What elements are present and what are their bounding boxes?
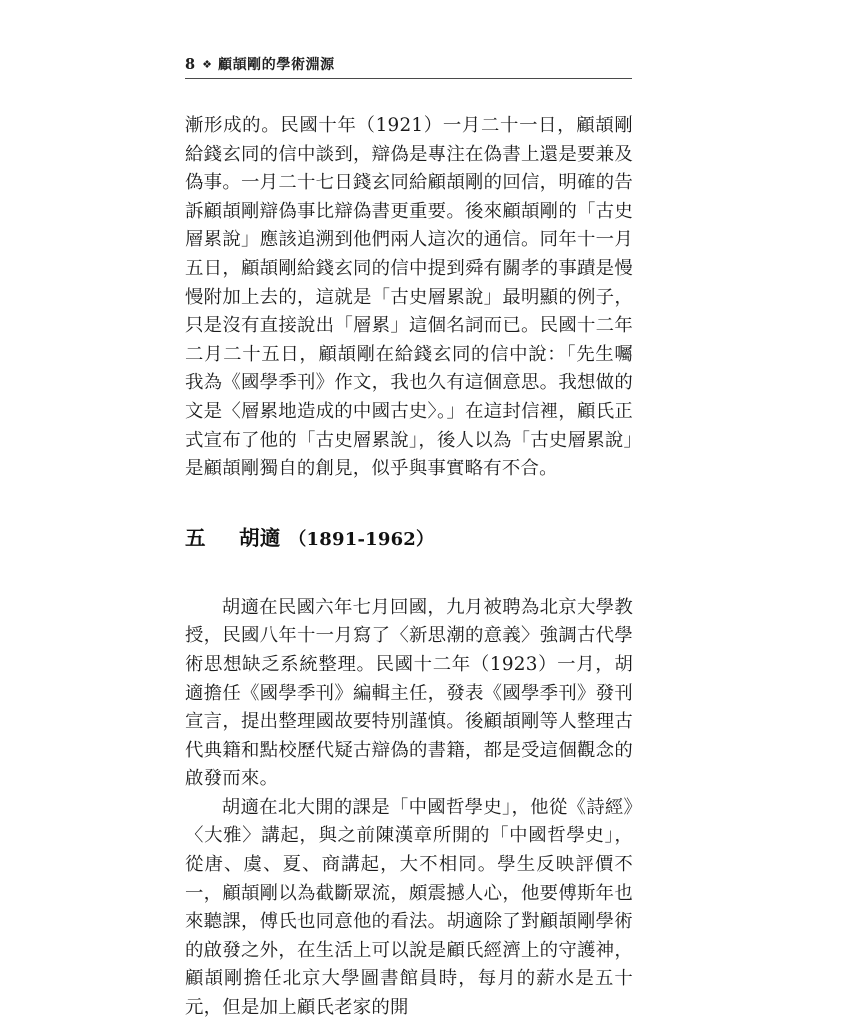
section-number: 五 [185, 525, 206, 550]
header-divider [185, 78, 632, 79]
heading-spacer-below [185, 554, 633, 594]
body-paragraph: 漸形成的。民國十年（1921）一月二十一日，顧頡剛給錢玄同的信中談到，辯偽是專注在偽書上還是要兼及偽事。一月二十七日錢玄同給顧頡剛的回信，明確的告訴顧頡剛辯偽事比辯偽書更重要。後來顧頡剛的「古史層累說」應該追溯到他們兩人這次的通信。同年十一月五日，顧頡剛給錢玄同的信中提到舜有關孝的事蹟是慢慢附加上去的，這就是「古史層累說」最明顯的例子，只是沒有直接說出「層累」這個名詞而已。民國十二年二月二十五日，顧頡剛在給錢玄同的信中說：「先生囑我為《國學季刊》作文，我也久有這個意思。我想做的文是〈層累地造成的中國古史〉。」在這封信裡，顧氏正式宣布了他的「古史層累說」，後人以為「古史層累說」是顧頡剛獨自的創見，似乎與事實略有不合。 [185, 115, 633, 480]
heading-spacer-above [185, 484, 633, 524]
text-column [185, 112, 633, 1023]
diamond-ornament-icon: ❖ [202, 58, 212, 71]
book-title: 顧頡剛的學術淵源 [217, 57, 335, 73]
section-subject-name: 胡適 [239, 525, 281, 550]
section-subject-dates: （1891-1962） [288, 528, 435, 550]
running-head [185, 54, 632, 76]
page-number: 8 [185, 56, 196, 73]
body-paragraph: 胡適在北大開的課是「中國哲學史」，他從《詩經》〈大雅〉講起，與之前陳漢章所開的「中國哲學史」，從唐、虞、夏、商講起，大不相同。學生反映評價不一，顧頡剛以為截斷眾流，頗震撼人心，他要傅斯年也來聽課，傅氏也同意他的看法。胡適除了對顧頡剛學術的啟發之外，在生活上可以說是顧氏經濟上的守護神，顧頡剛擔任北京大學圖書館員時，每月的薪水是五十元，但是加上顧氏老家的開 [185, 796, 633, 1019]
body-paragraph: 胡適在民國六年七月回國，九月被聘為北京大學教授，民國八年十一月寫了〈新思潮的意義〉強調古代學術思想缺乏系統整理。民國十二年（1923）一月，胡適擔任《國學季刊》編輯主任，發表《國學季刊》發刊宣言，提出整理國故要特別謹慎。後顧頡剛等人整理古代典籍和點校歷代疑古辯偽的書籍，都是受這個觀念的啟發而來。 [185, 596, 633, 790]
section-heading [185, 524, 633, 554]
